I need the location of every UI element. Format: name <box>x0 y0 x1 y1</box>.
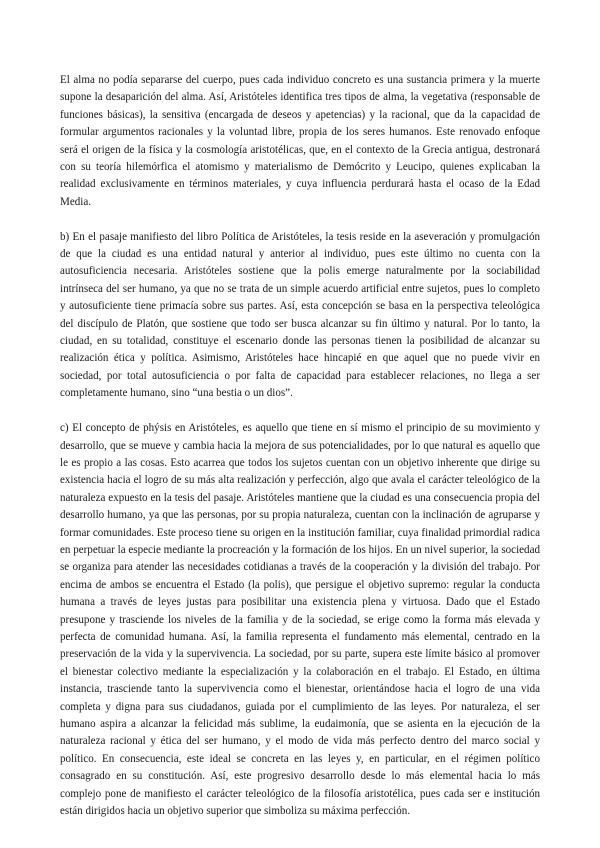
paragraph-spacer <box>60 211 540 228</box>
paragraph-answer-c: c) El concepto de phýsis en Aristóteles, es aquello que tiene en sí mismo el principio de su movimiento y desarrollo, que se mueve y cambia hacia la mejora de sus potencialidades, por lo que natural es aquello que le es propio a las cosas. Esto acarrea que todos los sujetos cuentan con un objetivo inherente que dirige su existencia hacia el logro de su más alta realización y perfección, algo que avala el carácter teleológico de la naturaleza expuesto en la tesis del pasaje. Aristóteles mantiene que la ciudad es una consecuencia propia del desarrollo humano, ya que las personas, por su propia naturaleza, cuentan con la inclinación de agruparse y formar comunidades. Este proceso tiene su origen en la institución familiar, cuya finalidad primordial radica en perpetuar la especie mediante la procreación y la formación de los hijos. En un nivel superior, la sociedad se organiza para atender las necesidades cotidianas a través de la cooperación y la división del trabajo. Por encima de ambos se encuentra el Estado (la polis), que persigue el objetivo supremo: regular la conducta humana a través de leyes justas para posibilitar una existencia plena y virtuosa. Dado que el Estado presupone y trasciende los niveles de la familia y de la sociedad, se erige como la forma más elevada y perfecta de comunidad humana. Así, la familia representa el fundamento más elemental, centrado en la preservación de la vida y la supervivencia. La sociedad, por su parte, supera este límite básico al promover el bienestar colectivo mediante la especialización y la colaboración en el trabajo. El Estado, en última instancia, trasciende tanto la supervivencia como el bienestar, orientándose hacia el logro de una vida completa y digna para sus ciudadanos, guiada por el cumplimiento de las leyes. Por naturaleza, el ser humano aspira a alcanzar la felicidad más sublime, la eudaimonía, que se asienta en la ejecución de la naturaleza racional y ética del ser humano, y el modo de vida más perfecto dentro del marco social y político. En consecuencia, este ideal se concreta en las leyes y, en particular, en el régimen político consagrado en su constitución. Así, este progresivo desarrollo desde lo más elemental hacia lo más complejo pone de manifiesto el carácter teleológico de la filosofía aristotélica, pues cada ser e institución están dirigidos hacia un objetivo superior que simboliza su máxima perfección. <box>60 422 540 818</box>
paragraph-soul-continuation: El alma no podía separarse del cuerpo, pues cada individuo concreto es una sustancia primera y la muerte supone la desaparición del alma. Así, Aristóteles identifica tres tipos de alma, la vegetativa (responsable de funciones básicas), la sensitiva (encargada de deseos y apetencias) y la racional, que da la capacidad de formular argumentos racionales y la voluntad libre, propia de los seres humanos. Este renovado enfoque será el origen de la física y la cosmología aristotélicas, que, en el contexto de la Grecia antigua, destronará con su teoría hilemórfica el atomismo y materialismo de Demócrito y Leucipo, quienes explicaban la realidad exclusivamente en términos materiales, y cuya influencia perdurará hasta el ocaso de la Edad Media. <box>60 74 540 208</box>
paragraph-spacer <box>60 403 540 420</box>
paragraph-answer-b: b) En el pasaje manifiesto del libro Política de Aristóteles, la tesis reside en la aseveración y promulgación de que la ciudad es una entidad natural y anterior al individuo, pues este último no cuenta con la autosuficiencia necesaria. Aristóteles sostiene que la polis emerge naturalmente por la sociabilidad intrínseca del ser humano, ya que no se trata de un simple acuerdo artificial entre sujetos, pues lo completo y autosuficiente tiene primacía sobre sus partes. Así, esta concepción se basa en la perspectiva teleológica del discípulo de Platón, que sostiene que todo ser busca alcanzar su fin último y natural. Por lo tanto, la ciudad, en su totalidad, constituye el escenario donde las personas tienen la posibilidad de alcanzar su realización ética y política. Asimismo, Aristóteles hace hincapié en que aquel que no puede vivir en sociedad, por total autosuficiencia o por falta de capacidad para establecer relaciones, no llega a ser completamente humano, sino “una bestia o un dios”. <box>60 230 540 400</box>
